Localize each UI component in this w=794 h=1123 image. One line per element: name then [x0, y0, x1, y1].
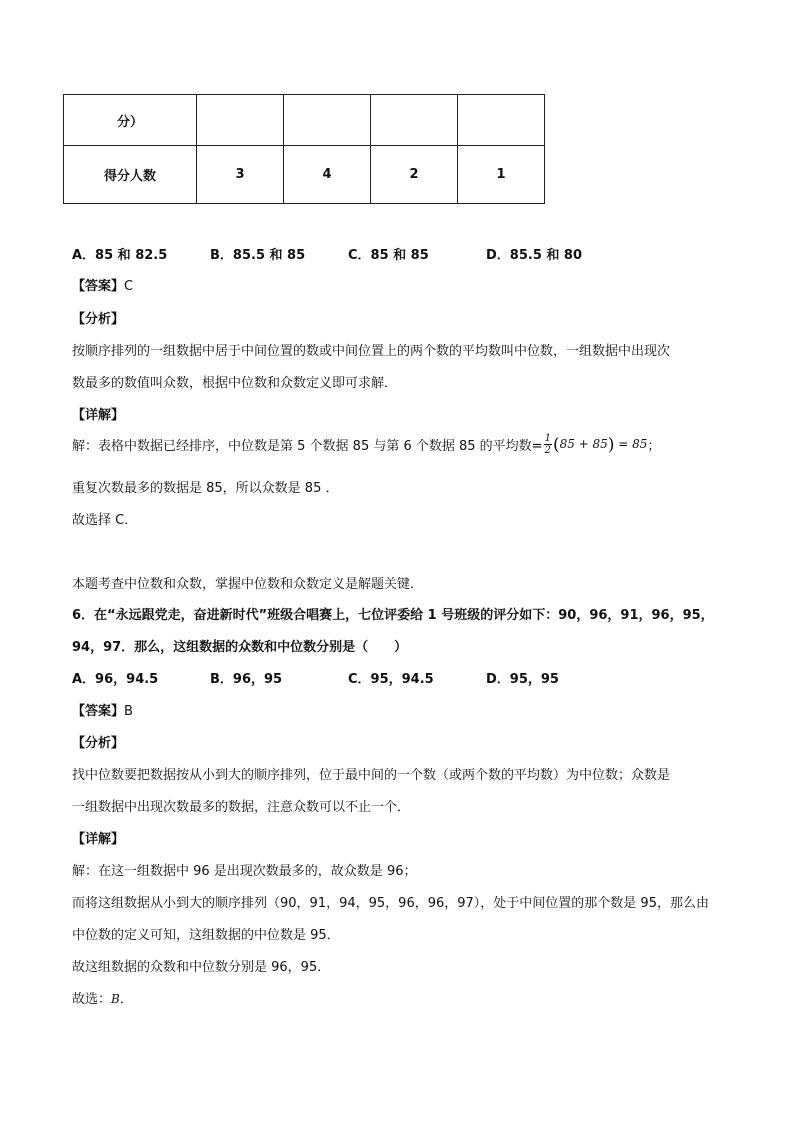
- table-cell: 得分人数: [64, 146, 197, 204]
- analysis-tag: 【分析】: [72, 736, 125, 751]
- table-cell: [458, 95, 545, 146]
- table-cell: 分）: [64, 95, 197, 146]
- analysis-text: 按顺序排列的一组数据中居于中间位置的数或中间位置上的两个数的平均数叫中位数，一组数据中出现次: [72, 344, 671, 359]
- detail-formula-line: [72, 433, 660, 456]
- analysis-text: 一组数据中出现次数最多的数据，注意众数可以不止一个．: [72, 800, 411, 815]
- score-table: [63, 94, 545, 204]
- detail-tag: 【详解】: [72, 408, 125, 423]
- detail-text: 故选：: [72, 992, 112, 1007]
- detail-text: 中位数的定义可知，这组数据的中位数是 95．: [72, 928, 340, 943]
- detail-text: 而将这组数据从小到大的顺序排列（90，91，94，95，96，96，97），处于中间位置的那个数是 95，那么由: [72, 896, 709, 911]
- answer-line: [72, 700, 133, 719]
- detail-text: 故选择 C．: [72, 513, 138, 528]
- analysis-text: 数最多的数值叫众数，根据中位数和众数定义即可求解．: [72, 376, 398, 391]
- detail-text: 重复次数最多的数据是 85，所以众数是 85 ．: [72, 481, 339, 496]
- summary-text: 本题考查中位数和众数，掌握中位数和众数定义是解题关键．: [72, 577, 424, 592]
- question-text: 94，97．那么，这组数据的众数和中位数分别是（ ）: [72, 640, 408, 655]
- table-cell: [284, 95, 371, 146]
- expr-inner: 85 + 85: [559, 436, 608, 451]
- left-paren: (: [552, 434, 560, 455]
- option-d: D．85.5 和 80: [486, 248, 583, 263]
- question-text: 6．在“永远跟党走，奋进新时代”班级合唱赛上，七位评委给 1 号班级的评分如下：90，96，91，96，95，: [72, 608, 714, 623]
- detail-text: 解：表格中数据已经排序，中位数是第 5 个数据 85 与第 6 个数据 85 的平均数=: [72, 439, 543, 454]
- answer-value: B: [124, 704, 133, 719]
- table-cell: 3: [197, 146, 284, 204]
- table-row: [64, 95, 545, 146]
- option-b: B．85.5 和 85: [210, 248, 306, 263]
- detail-conclusion: [72, 988, 133, 1007]
- detail-text: 故这组数据的众数和中位数分别是 96，95．: [72, 960, 331, 975]
- math-expression: [552, 434, 648, 455]
- analysis-text: 找中位数要把数据按从小到大的顺序排列，位于最中间的一个数（或两个数的平均数）为中位数；众数是: [72, 768, 671, 783]
- table-cell: 2: [371, 146, 458, 204]
- option-a: A．96，94.5: [72, 672, 159, 687]
- choice-letter: B: [111, 992, 120, 1006]
- right-paren: ): [607, 434, 615, 455]
- answer-tag: 【答案】: [72, 279, 125, 294]
- fraction-numerator: 1: [544, 433, 551, 444]
- detail-tag: 【详解】: [72, 832, 125, 847]
- detail-text-end: ．: [119, 992, 133, 1007]
- fraction: [544, 433, 552, 456]
- fraction-denominator: 2: [544, 445, 551, 456]
- table-row: [64, 146, 545, 204]
- answer-tag: 【答案】: [72, 704, 125, 719]
- option-c: C．85 和 85: [348, 248, 429, 263]
- detail-text: 解：在这一组数据中 96 是出现次数最多的，故众数是 96；: [72, 864, 417, 879]
- option-b: B．96，95: [210, 672, 283, 687]
- answer-value: C: [124, 279, 134, 294]
- option-a: A．85 和 82.5: [72, 248, 168, 263]
- detail-text-end: ；: [647, 439, 661, 454]
- answer-line: [72, 275, 133, 294]
- table-cell: [371, 95, 458, 146]
- option-d: D．95，95: [486, 672, 559, 687]
- expr-result: = 85: [614, 436, 648, 451]
- table-cell: 1: [458, 146, 545, 204]
- table-cell: [197, 95, 284, 146]
- option-c: C．95，94.5: [348, 672, 434, 687]
- analysis-tag: 【分析】: [72, 312, 125, 327]
- table-cell: 4: [284, 146, 371, 204]
